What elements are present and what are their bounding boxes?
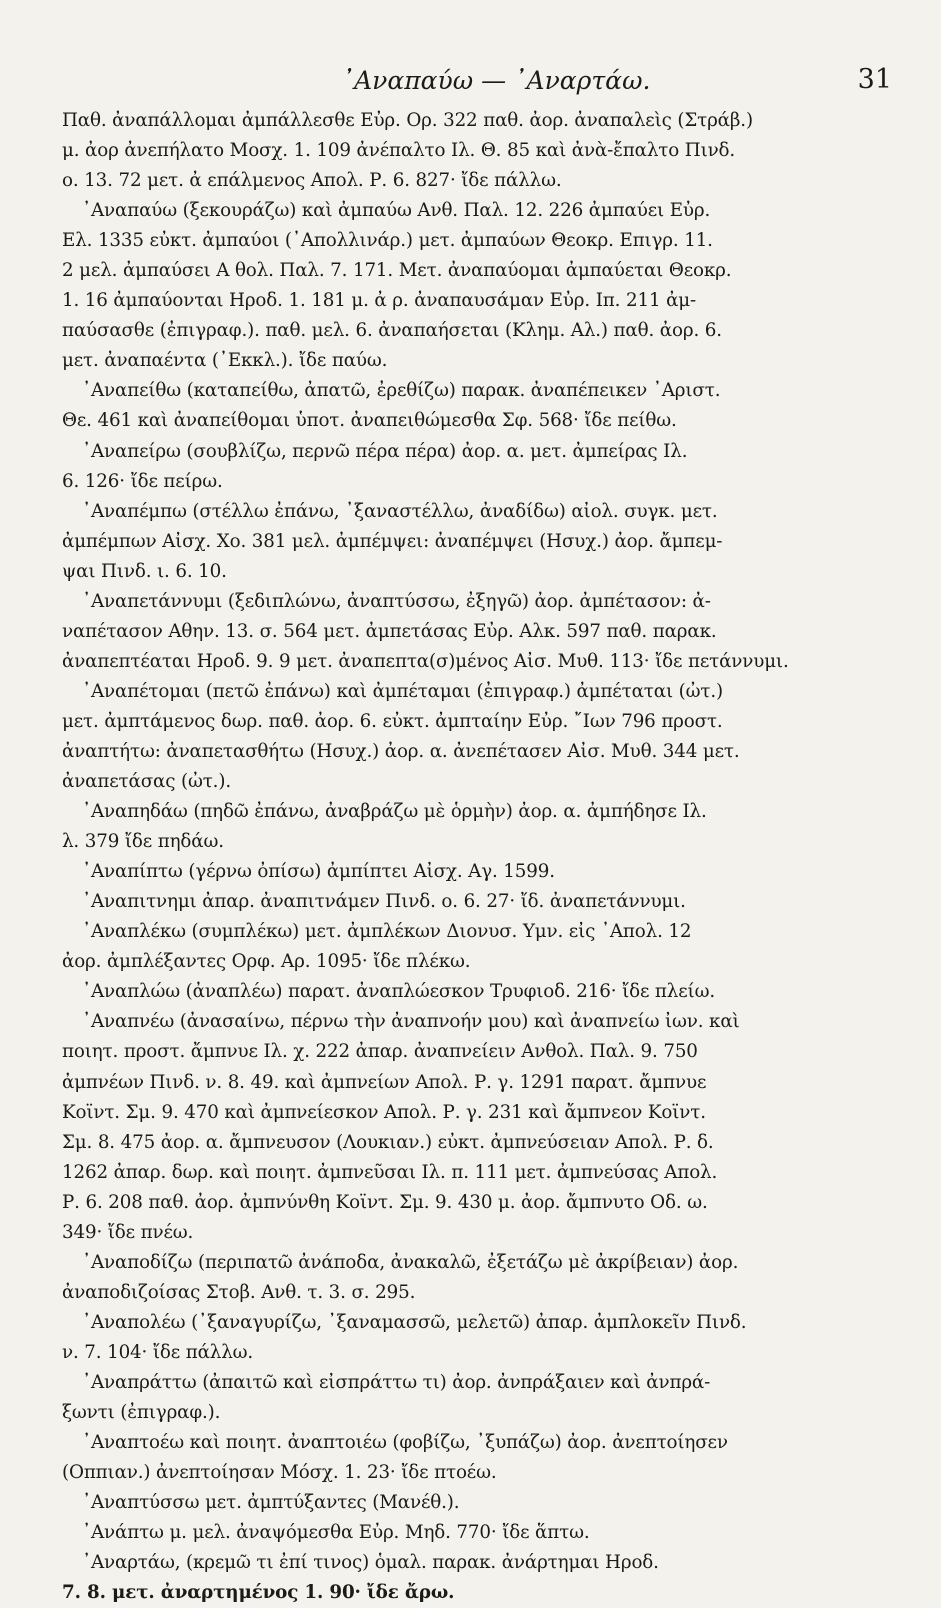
entry-line: ἀναπεπτέαται Ηροδ. 9. 9 μετ. ἀναπεπτα(σ)μένος Αἰσ. Μυθ. 113· ἴδε πετάννυμι. <box>62 650 789 672</box>
entry-headword-line: ᾿Αναπαύω (ξεκουράζω) καὶ ἀμπαύω Ανθ. Παλ. 12. 226 ἀμπαύει Εὐρ. <box>82 200 711 222</box>
entry-line: Ρ. 6. 208 παθ. ἀορ. ἀμπνύνθη Κοϊντ. Σμ. 9. 430 μ. ἀορ. ἄμπνυτο Οδ. ω. <box>62 1191 708 1213</box>
entry-line: ἀναπετάσας (ὠτ.). <box>62 771 231 793</box>
entry-line: Κοϊντ. Σμ. 9. 470 καὶ ἀμπνείεσκον Απολ. Ρ. γ. 231 καὶ ἄμπνεον Κοϊντ. <box>62 1101 706 1123</box>
entry-headword-line: ᾿Αναπλέκω (συμπλέκω) μετ. ἀμπλέκων Διονυσ. Υμν. εἰς ᾿Απολ. 12 <box>82 921 692 943</box>
entry-line: 1. 16 ἀμπαύονται Ηροδ. 1. 181 μ. ἀ ρ. ἀναπαυσάμαν Εὐρ. Ιπ. 211 ἀμ- <box>62 290 697 312</box>
entry-headword-line: ᾿Αναπιτνημι ἀπαρ. ἀναπιτνάμεν Πινδ. ο. 6. 27· ἴδ. ἀναπετάννυμι. <box>82 891 686 913</box>
entry-line: ἀμπνέων Πινδ. ν. 8. 49. καὶ ἀμπνείων Απολ. Ρ. γ. 1291 παρατ. ἄμπνυε <box>62 1071 707 1093</box>
entry-headword-line: ᾿Αναπείρω (σουβλίζω, περνῶ πέρα πέρα) ἀορ. α. μετ. ἀμπείρας Ιλ. <box>82 440 688 462</box>
entry-headword-line: ᾿Αναπολέω (᾿ξαναγυρίζω, ᾿ξαναμασσῶ, μελετῶ) ἀπαρ. ἀμπλοκεῖν Πινδ. <box>82 1311 747 1333</box>
entry-line: ἀναποδιζοίσας Στοβ. Ανθ. τ. 3. σ. 295. <box>62 1281 416 1303</box>
entry-headword-line: ᾿Αναπτοέω καὶ ποιητ. ἀναπτοιέω (φοβίζω, ᾿ξυπάζω) ἀορ. ἀνεπτοίησεν <box>82 1432 728 1454</box>
page-header <box>60 62 892 102</box>
entry-headword-line: ᾿Αναπετάννυμι (ξεδιπλώνω, ἀναπτύσσω, ἐξηγῶ) ἀορ. ἀμπέτασον: ἀ- <box>82 590 711 612</box>
entry-line: μετ. ἀμπτάμενος δωρ. παθ. ἀορ. 6. εὐκτ. ἀμπταίην Εὐρ. ῎Ιων 796 προστ. <box>62 710 723 732</box>
dictionary-text <box>62 106 884 1608</box>
entry-line: Θε. 461 καὶ ἀναπείθομαι ὑποτ. ἀναπειθώμεσθα Σφ. 568· ἴδε πείθω. <box>62 410 677 432</box>
entry-headword-line: ᾿Ανάπτω μ. μελ. ἀναψόμεσθα Εὐρ. Μηδ. 770· ἴδε ἅπτω. <box>82 1522 590 1544</box>
entry-line: 1262 ἀπαρ. δωρ. καὶ ποιητ. ἀμπνεῦσαι Ιλ. π. 111 μετ. ἀμπνεύσας Απολ. <box>62 1161 718 1183</box>
entry-headword-line: ᾿Αναπτύσσω μετ. ἀμπτύξαντες (Μανέθ.). <box>82 1492 460 1514</box>
entry-line: μ. ἀορ ἀνεπήλατο Μοσχ. 1. 109 ἀνέπαλτο Ιλ. Θ. 85 καὶ ἀνὰ-ἔπαλτο Πινδ. <box>62 140 736 162</box>
entry-headword-line: ᾿Αναπηδάω (πηδῶ ἐπάνω, ἀναβράζω μὲ ὁρμὴν) ἀορ. α. ἀμπήδησε Ιλ. <box>82 801 707 823</box>
entry-line: 2 μελ. ἀμπαύσει Α θολ. Παλ. 7. 171. Μετ. ἀναπαύομαι ἀμπαύεται Θεοκρ. <box>62 260 732 282</box>
entry-line: ποιητ. προστ. ἄμπνυε Ιλ. χ. 222 ἀπαρ. ἀναπνείειν Ανθολ. Παλ. 9. 750 <box>62 1041 698 1063</box>
entry-line: ο. 13. 72 μετ. ἀ επάλμενος Απολ. Ρ. 6. 827· ἴδε πάλλω. <box>62 170 562 192</box>
entry-line: μετ. ἀναπαέντα (᾿Εκκλ.). ἴδε παύω. <box>62 350 388 372</box>
entry-line: ἀμπέμπων Αἰσχ. Χο. 381 μελ. ἀμπέμψει: ἀναπέμψει (Ησυχ.) ἀορ. ἄμπεμ- <box>62 530 723 552</box>
entry-headword-line: ᾿Αναπνέω (ἀνασαίνω, πέρνω τὴν ἀναπνοήν μου) καὶ ἀναπνείω ἰων. καὶ <box>82 1011 740 1033</box>
entry-headword-line: ᾿Αναπέμπω (στέλλω ἐπάνω, ᾿ξαναστέλλω, ἀναδίδω) αἰολ. συγκ. μετ. <box>82 500 718 522</box>
entry-line: ἀορ. ἀμπλέξαντες Ορφ. Αρ. 1095· ἴδε πλέκω. <box>62 951 471 973</box>
entry-headword-line: ᾿Αναποδίζω (περιπατῶ ἀνάποδα, ἀνακαλῶ, ἐξετάζω μὲ ἀκρίβειαν) ἀορ. <box>82 1251 739 1273</box>
running-title: ᾿Αναπαύω — ᾿Αναρτάω. <box>341 66 651 95</box>
entry-line: Σμ. 8. 475 ἀορ. α. ἄμπνευσον (Λουκιαν.) εὐκτ. ἀμπνεύσειαν Απολ. Ρ. δ. <box>62 1131 714 1153</box>
entry-line: 7. 8. μετ. ἀναρτημένος 1. 90· ἴδε ἄρω. <box>62 1582 455 1604</box>
entry-line: ἀναπτήτω: ἀναπετασθήτω (Ησυχ.) ἀορ. α. ἀνεπέτασεν Αἰσ. Μυθ. 344 μετ. <box>62 740 740 762</box>
page-number: 31 <box>857 64 892 95</box>
entry-line: 349· ἴδε πνέω. <box>62 1221 194 1243</box>
entry-headword-line: ᾿Αναπέτομαι (πετῶ ἐπάνω) καὶ ἀμπέταμαι (ἐπιγραφ.) ἀμπέταται (ὠτ.) <box>82 680 723 702</box>
entry-line: ξωντι (ἐπιγραφ.). <box>62 1402 221 1424</box>
entry-headword-line: ᾿Αναπλώω (ἀναπλέω) παρατ. ἀναπλώεσκον Τρυφιοδ. 216· ἴδε πλείω. <box>82 981 715 1003</box>
entry-line: λ. 379 ἴδε πηδάω. <box>62 831 224 853</box>
entry-headword-line: ᾿Αναρτάω, (κρεμῶ τι ἐπί τινος) ὁμαλ. παρακ. ἀνάρτημαι Ηροδ. <box>82 1552 659 1574</box>
entry-line: Ελ. 1335 εὐκτ. ἀμπαύοι (᾿Απολλινάρ.) μετ. ἀμπαύων Θεοκρ. Επιγρ. 11. <box>62 230 713 252</box>
entry-line: ψαι Πινδ. ι. 6. 10. <box>62 560 227 582</box>
entry-headword-line: ᾿Αναπράττω (ἀπαιτῶ καὶ εἰσπράττω τι) ἀορ. ἀνπράξαιεν καὶ ἀνπρά- <box>82 1371 711 1393</box>
entry-line: ν. 7. 104· ἴδε πάλλω. <box>62 1341 254 1363</box>
entry-line: παύσασθε (ἐπιγραφ.). παθ. μελ. 6. ἀναπαήσεται (Κλημ. Αλ.) παθ. ἀορ. 6. <box>62 320 722 342</box>
entry-line: 6. 126· ἴδε πείρω. <box>62 470 223 492</box>
entry-headword-line: ᾿Αναπείθω (καταπείθω, ἀπατῶ, ἐρεθίζω) παρακ. ἀναπέπεικεν ᾿Αριστ. <box>82 380 721 402</box>
entry-line: (Οππιαν.) ἀνεπτοίησαν Μόσχ. 1. 23· ἴδε πτοέω. <box>62 1462 497 1484</box>
entry-headword-line: ᾿Αναπίπτω (γέρνω ὀπίσω) ἀμπίπτει Αἰσχ. Αγ. 1599. <box>82 861 555 883</box>
entry-line: Παθ. ἀναπάλλομαι ἀμπάλλεσθε Εὐρ. Ορ. 322 παθ. ἀορ. ἀναπαλεὶς (Στράβ.) <box>62 110 753 131</box>
entry-line: ναπέτασον Αθην. 13. σ. 564 μετ. ἀμπετάσας Εὐρ. Αλκ. 597 παθ. παρακ. <box>62 620 717 642</box>
